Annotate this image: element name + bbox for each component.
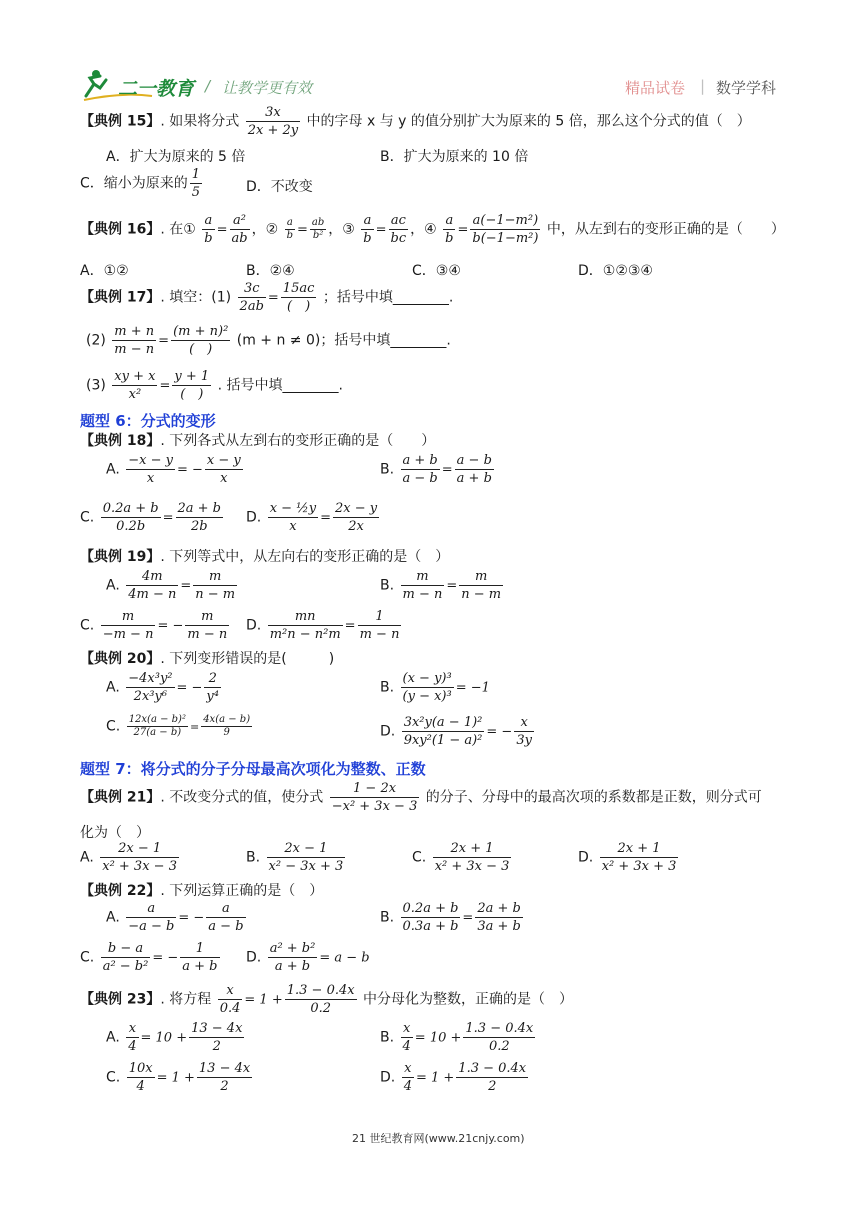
- option-a: A．①②: [80, 263, 129, 279]
- option-d: D. $\frac{\text{3x²y(a − 1)²}}{\text{9xy²(1 − a)²}}$ = − $\frac{x}{3y}$: [380, 715, 532, 748]
- section-title-7: 题型 7：将分式的分子分母最高次项化为整数、正数: [80, 760, 426, 778]
- option-d: D. $\frac{x}{4}$ = 1 + $\frac{1.3 - 0.4x}{2}$: [380, 1061, 527, 1094]
- option-d: D．不改变: [246, 179, 313, 195]
- option-a: A．扩大为原来的 5 倍: [106, 149, 246, 165]
- header-right-label: 精品试卷: [625, 79, 686, 97]
- option-a: A. $\frac{2x - 1}{\text{x² + 3x − 3}}$: [80, 841, 177, 874]
- option-b: B. $\frac{m}{m - n}$ = $\frac{m}{n - m}$: [380, 569, 502, 602]
- option-d: D. $\frac{\text{a² + b²}}{a + b}$ = a − b: [246, 941, 370, 974]
- example-lead: . 如果将分式: [160, 113, 240, 130]
- example-21: 【典例 21】. 不改变分式的值，使分式 $\frac{1 - 2x}{\text{−x² + 3x − 3}}$ 的分子、分母中的最高次项的系数都是正数，则分式可: [80, 781, 762, 814]
- example-17-part-3: (3) $\frac{xy + x}{\text{x²}}$ = $\frac{y + 1}{( )}$ . 括号中填________.: [86, 369, 343, 402]
- option-b: B. $\frac{\text{(x − y)³}}{\text{(y − x)³}}$ = −1: [380, 671, 490, 704]
- option-b: B. $\frac{2x - 1}{\text{x² − 3x + 3}}$: [246, 841, 344, 874]
- example-15: [80, 104, 751, 139]
- option-d: D. $\frac{\text{x − ½y}}{x}$ = $\frac{2x - y}{2x}$: [246, 501, 378, 534]
- option-a: A. $\frac{x}{4}$ = 10 + $\frac{13 - 4x}{2}$: [106, 1021, 243, 1054]
- option-c: C．缩小为原来的 $\frac{1}{5}$: [80, 167, 201, 200]
- option-c: C. $\frac{10x}{4}$ = 1 + $\frac{13 - 4x}{2}$: [106, 1061, 251, 1094]
- header-slogan: 让教学更有效: [222, 79, 313, 97]
- fraction: $\frac{1}{5}$: [191, 167, 201, 200]
- option-c: C. $\frac{b - a}{\text{a² − b²}}$ = − $\frac{1}{a + b}$: [80, 941, 218, 974]
- example-20: 【典例 20】. 下列变形错误的是( ): [80, 651, 335, 667]
- option-b: B．扩大为原来的 10 倍: [380, 149, 529, 165]
- option-c: C. $\frac{2x + 1}{\text{x² + 3x − 3}}$: [412, 841, 510, 874]
- example-18: 【典例 18】. 下列各式从左到右的变形正确的是（ ）: [80, 433, 436, 449]
- brand-name: 二一教育: [118, 78, 195, 100]
- option-a: A. $\frac{4m}{4m - n}$ = $\frac{m}{n - m}$: [106, 569, 236, 602]
- example-17-part-2: (2) $\frac{m + n}{m - n}$ = $\frac{\text{(m + n)²}}{( )}$ (m + n ≠ 0)；括号中填________.: [86, 324, 451, 357]
- header-subject: 数学学科: [716, 79, 777, 97]
- footer-text: 21 世纪教育网(www.21cnjy.com): [352, 1132, 525, 1145]
- option-c: C. $\frac{\text{12x(a − b)²}}{27(a - b)}$ = $\frac{4x(a - b)}{9}$: [106, 714, 251, 738]
- example-label: 【典例 15】: [80, 113, 161, 130]
- option-b: B. $\frac{x}{4}$ = 10 + $\frac{1.3 - 0.4x}{0.2}$: [380, 1021, 534, 1054]
- example-23: 【典例 23】. 将方程 $\frac{x}{0.4}$ = 1 + $\frac{1.3 - 0.4x}{0.2}$ 中分母化为整数，正确的是（ ）: [80, 983, 574, 1016]
- section-title-6: 题型 6：分式的变形: [80, 412, 216, 430]
- option-d: D. $\frac{2x + 1}{\text{x² + 3x + 3}}$: [578, 841, 677, 874]
- example-tail: 中的字母 x 与 y 的值分别扩大为原来的 5 倍，那么这个分式的值（ ）: [306, 113, 751, 130]
- option-b: B. $\frac{a + b}{a - b}$ = $\frac{a - b}{a + b}$: [380, 453, 492, 486]
- option-b: B. $\frac{0.2a + b}{0.3a + b}$ = $\frac{2a + b}{3a + b}$: [380, 901, 521, 934]
- option-a: A. $\frac{\text{−4x³y²}}{\text{2x³y⁶}}$ = − $\frac{2}{\text{y⁴}}$: [106, 671, 219, 704]
- option-c: C. $\frac{m}{-m - n}$ = − $\frac{m}{m - n}$: [80, 609, 228, 642]
- option-d: D. $\frac{mn}{\text{m²n − n²m}}$ = $\frac{1}{m - n}$: [246, 609, 400, 642]
- header-divider: |: [700, 77, 706, 95]
- fraction: $\frac{3x}{2x + 2y}$: [247, 105, 299, 138]
- example-17: 【典例 17】. 填空：(1) $\frac{3c}{2ab}$ = $\frac{15ac}{( )}$ ；括号中填________.: [80, 281, 454, 314]
- example-16: 【典例 16】. 在① $\frac{a}{b}$ = $\frac{\text{a²}}{ab}$ ，② $\frac{a}{b}$ = $\frac{ab}{\text{b²}}$ ，③ $\frac{a}{b}$ = $\frac{ac}{bc}$ ，④ $\frac{a}{b}$ = $\frac{\text{a(−1−m²)}}{\text{b(−1−m²)}}$ 中，从左到右的变形正确的是（ ）: [80, 213, 785, 246]
- option-c: C．③④: [412, 263, 461, 279]
- option-d: D．①②③④: [578, 263, 653, 279]
- option-c: C. $\frac{0.2a + b}{0.2b}$ = $\frac{2a + b}{2b}$: [80, 501, 222, 534]
- option-b: B．②④: [246, 263, 295, 279]
- example-19: 【典例 19】. 下列等式中，从左向右的变形正确的是（ ）: [80, 549, 450, 565]
- example-21-line-2: 化为（ ）: [80, 825, 150, 841]
- example-22: 【典例 22】. 下列运算正确的是（ ）: [80, 883, 324, 899]
- header-separator: /: [205, 77, 211, 95]
- option-a: A. $\frac{a}{-a - b}$ = − $\frac{a}{a - b}$: [106, 901, 244, 934]
- option-a: A. $\frac{-x - y}{x}$ = − $\frac{x - y}{x}$: [106, 453, 241, 486]
